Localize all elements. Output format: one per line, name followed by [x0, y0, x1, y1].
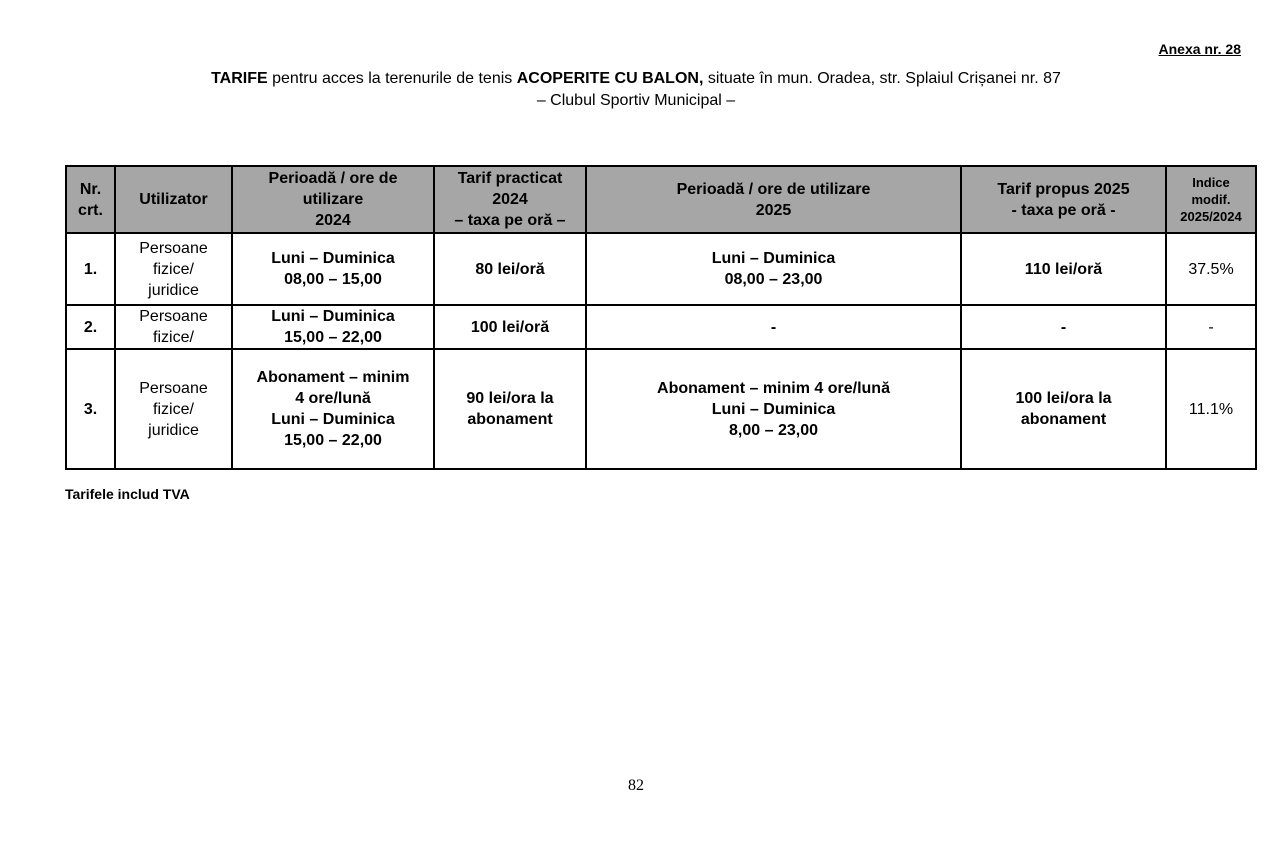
title-part-4: situate în mun. Oradea, str. Splaiul Crișanei nr. 87	[703, 70, 1061, 87]
cell-line: - taxa pe oră -	[1011, 201, 1116, 219]
cell-line: Indice	[1192, 175, 1230, 190]
annex-label: Anexa nr. 28	[1158, 41, 1241, 57]
cell-line: Perioadă / ore de utilizare	[676, 180, 871, 198]
cell-line: utilizare	[302, 191, 364, 208]
cell-line: Persoane	[139, 308, 208, 325]
row-tariff-2025	[961, 305, 1166, 349]
row-number: 1.	[66, 233, 115, 305]
row-period-2024	[232, 349, 434, 469]
document-subtitle: – Clubul Sportiv Municipal –	[536, 92, 736, 109]
cell-line: 2025/2024	[1180, 209, 1242, 224]
cell-line: Luni – Duminica	[271, 250, 395, 267]
cell-line: fizice/	[153, 329, 194, 346]
cell-line: Persoane	[139, 239, 208, 257]
header-index	[1166, 166, 1256, 233]
title-part-1: TARIFE	[211, 70, 268, 87]
document-title	[0, 68, 1272, 89]
cell-line: abonament	[1020, 411, 1107, 428]
cell-line: Abonament – minim 4 ore/lună	[657, 379, 890, 397]
row-tariff-2024	[434, 233, 586, 305]
cell-line: 15,00 – 22,00	[284, 329, 382, 346]
cell-line: 4 ore/lună	[295, 390, 371, 407]
table-row	[66, 233, 1256, 305]
row-number: 2.	[66, 305, 115, 349]
row-user	[115, 233, 232, 305]
cell-line: 2024	[315, 212, 351, 229]
cell-line: Luni – Duminica	[711, 250, 836, 267]
row-period-2024	[232, 233, 434, 305]
cell-line: juridice	[148, 421, 199, 439]
vat-note: Tarifele includ TVA	[65, 486, 190, 502]
cell-line: Tarif practicat	[457, 170, 563, 187]
cell-line: fizice/	[153, 400, 194, 418]
cell-line: juridice	[148, 281, 199, 299]
title-part-2: pentru acces la terenurile de tenis	[267, 70, 517, 87]
row-index: -	[1166, 305, 1256, 349]
cell-line: 100 lei/ora la	[1015, 390, 1112, 407]
cell-line: Abonament – minim	[256, 369, 410, 386]
header-period-2025	[586, 166, 961, 233]
row-period-2025	[586, 349, 961, 469]
cell-line: – taxa pe oră –	[454, 212, 566, 229]
cell-line: Utilizator	[139, 191, 208, 208]
title-part-3: ACOPERITE CU BALON,	[516, 70, 704, 87]
cell-line: Luni – Duminica	[711, 400, 836, 418]
row-index: 37.5%	[1166, 233, 1256, 305]
row-tariff-2024	[434, 349, 586, 469]
row-tariff-2025	[961, 233, 1166, 305]
header-user	[115, 166, 232, 233]
header-nr	[66, 166, 115, 233]
cell-line: Tarif propus 2025	[997, 180, 1130, 198]
cell-line: 80 lei/oră	[475, 260, 545, 278]
cell-line: Luni – Duminica	[271, 308, 395, 325]
header-period-2024	[232, 166, 434, 233]
cell-line: fizice/	[153, 260, 194, 278]
cell-line: Luni – Duminica	[271, 411, 395, 428]
row-index: 11.1%	[1166, 349, 1256, 469]
cell-line: 2024	[492, 191, 528, 208]
row-period-2024	[232, 305, 434, 349]
header-tariff-2025	[961, 166, 1166, 233]
page-number: 82	[628, 777, 644, 794]
cell-line: 08,00 – 15,00	[284, 271, 382, 288]
cell-line: Perioadă / ore de	[268, 170, 398, 187]
row-period-2025	[586, 233, 961, 305]
tariff-table	[65, 165, 1257, 470]
table-row	[66, 305, 1256, 349]
cell-line: -	[1060, 318, 1067, 336]
row-number: 3.	[66, 349, 115, 469]
cell-line: Persoane	[139, 379, 208, 397]
header-row	[66, 166, 1256, 233]
cell-line: 2025	[755, 201, 792, 219]
cell-line: crt.	[78, 201, 103, 219]
row-user	[115, 349, 232, 469]
row-user	[115, 305, 232, 349]
cell-line: 08,00 – 23,00	[724, 271, 823, 288]
cell-line: abonament	[467, 411, 553, 428]
cell-line: -	[770, 318, 777, 336]
row-tariff-2025	[961, 349, 1166, 469]
header-tariff-2024	[434, 166, 586, 233]
cell-line: 8,00 – 23,00	[729, 421, 818, 439]
cell-line: 15,00 – 22,00	[284, 432, 382, 449]
cell-line: 90 lei/ora la	[466, 390, 554, 407]
cell-line: 110 lei/oră	[1024, 260, 1103, 278]
cell-line: 100 lei/oră	[470, 318, 550, 336]
row-period-2025	[586, 305, 961, 349]
cell-line: modif.	[1191, 192, 1231, 207]
table-row	[66, 349, 1256, 469]
cell-line: Nr.	[79, 180, 102, 198]
row-tariff-2024	[434, 305, 586, 349]
